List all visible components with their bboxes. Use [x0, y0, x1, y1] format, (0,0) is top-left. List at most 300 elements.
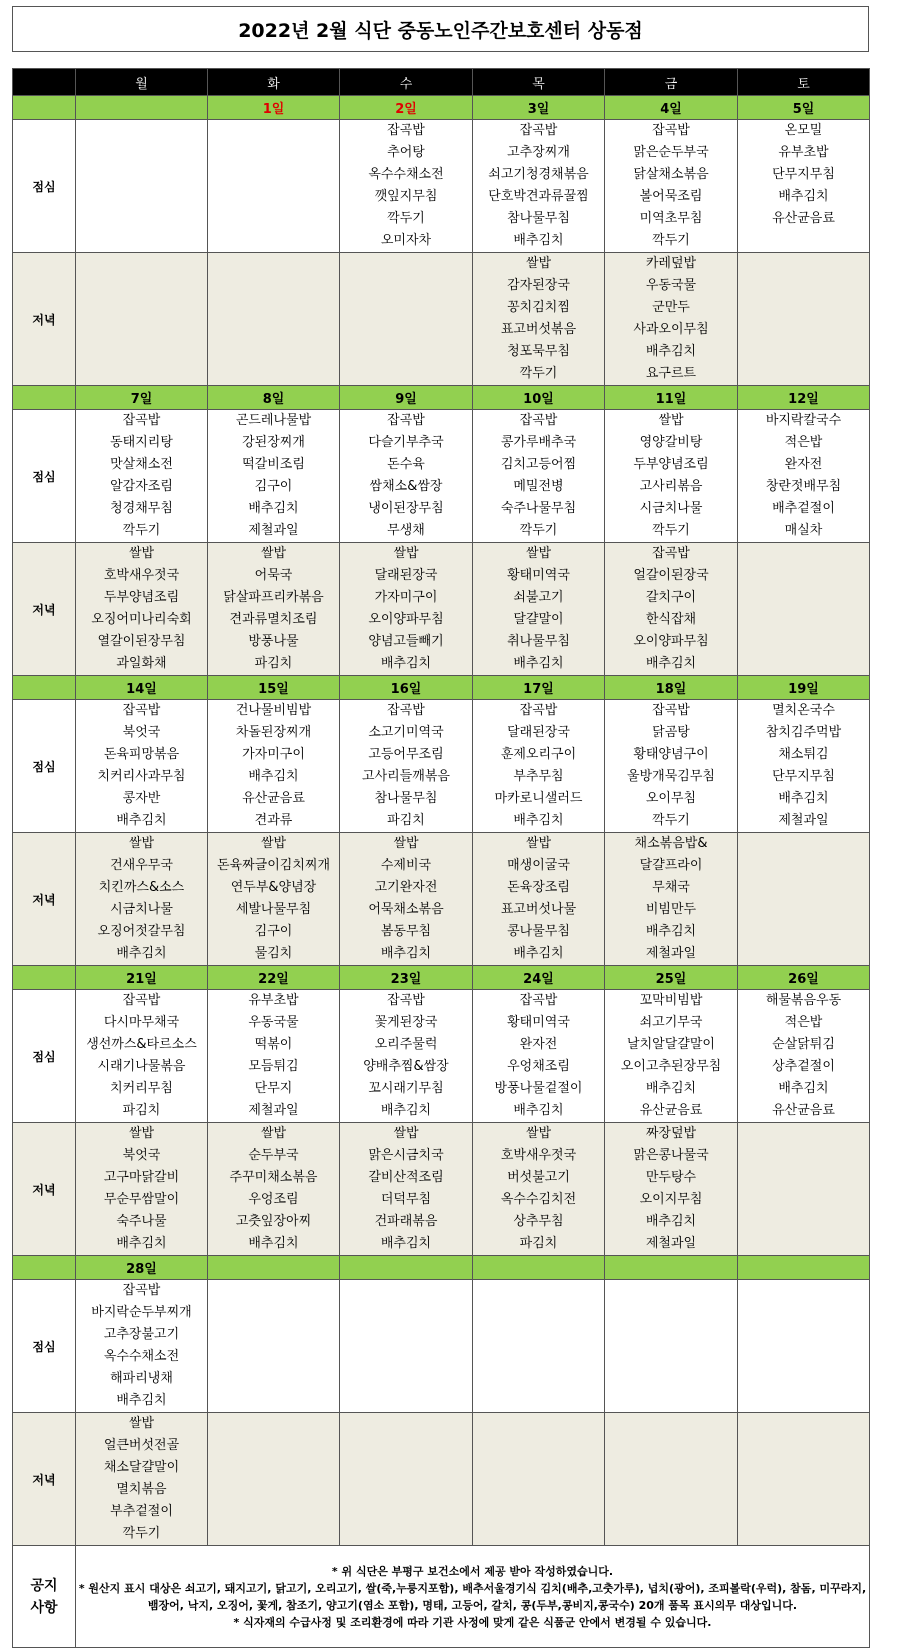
menu-item: 옥수수채소전 [368, 167, 444, 182]
dinner-menu-cell [605, 253, 738, 386]
menu-item: 오이고추된장무침 [620, 1059, 722, 1074]
dinner-menu-cell [340, 833, 473, 966]
menu-item: 추어탕 [387, 145, 425, 160]
date-cell: 5일 [738, 96, 870, 120]
menu-item: 깻잎지무침 [374, 189, 438, 204]
notice-row [13, 1546, 870, 1648]
weekday-header: 수 [340, 69, 473, 96]
date-row-corner [13, 676, 76, 700]
menu-item: 방풍나물겉절이 [494, 1081, 583, 1096]
menu-item: 황태미역국 [507, 568, 570, 583]
date-cell [473, 1256, 605, 1280]
menu-item: 적은밥 [784, 435, 823, 450]
notice-label-line2: 사항 [30, 1599, 58, 1616]
menu-item: 파김치 [387, 813, 425, 828]
menu-item: 배추김치 [116, 1236, 167, 1251]
menu-item: 짜장덮밥 [645, 1126, 697, 1141]
menu-item: 달래된장국 [374, 568, 438, 583]
menu-item: 북엇국 [122, 1148, 161, 1163]
menu-item: 쌀밥 [260, 1126, 287, 1141]
date-cell: 25일 [605, 966, 738, 990]
dinner-menu-cell [340, 543, 473, 676]
menu-item: 단무지무침 [772, 769, 835, 784]
menu-item: 미역초무침 [639, 211, 703, 226]
date-cell: 10일 [473, 386, 605, 410]
menu-item: 배추김치 [248, 501, 299, 516]
menu-item: 쌀밥 [393, 546, 419, 561]
date-cell [76, 96, 208, 120]
menu-item: 치커리무침 [110, 1081, 173, 1096]
menu-item: 쇠고기무국 [639, 1015, 703, 1030]
menu-item: 옥수수김치전 [500, 1192, 577, 1207]
date-cell: 23일 [340, 966, 473, 990]
lunch-menu-cell [473, 120, 605, 253]
lunch-menu-cell [340, 990, 473, 1123]
menu-item: 배추김치 [380, 946, 432, 961]
dinner-label: 저녁 [13, 253, 76, 386]
menu-item: 돈육장조림 [507, 880, 570, 895]
menu-item: 제철과일 [778, 813, 829, 828]
menu-item: 쌀밥 [128, 1126, 155, 1141]
menu-item: 어묵국 [254, 568, 293, 583]
menu-item: 파김치 [254, 656, 293, 671]
date-row-corner [13, 96, 76, 120]
menu-item: 고기완자전 [374, 880, 438, 895]
dinner-menu-cell [76, 253, 208, 386]
menu-item: 깍두기 [652, 523, 690, 538]
menu-item: 우엉채조림 [507, 1059, 570, 1074]
dinner-menu-cell [738, 1413, 870, 1546]
menu-item: 모듬튀김 [248, 1059, 299, 1074]
lunch-menu-cell [605, 990, 738, 1123]
weekday-header-row [13, 69, 870, 96]
menu-item: 배추김치 [116, 1393, 167, 1408]
menu-item: 견과류 [254, 813, 293, 828]
menu-item: 잡곡밥 [122, 1283, 161, 1298]
menu-item: 건파래볶음 [374, 1214, 438, 1229]
menu-item: 달걀프라이 [639, 858, 703, 873]
menu-item: 맛살채소전 [110, 457, 173, 472]
dinner-menu-cell [473, 1413, 605, 1546]
lunch-menu-cell [76, 990, 208, 1123]
lunch-menu-cell [473, 990, 605, 1123]
menu-item: 치킨까스&소스 [98, 880, 185, 895]
dinner-menu-cell [76, 1413, 208, 1546]
date-cell: 28일 [76, 1256, 208, 1280]
lunch-label: 점심 [13, 990, 76, 1123]
menu-item: 매생이굴국 [507, 858, 570, 873]
menu-item: 창란젓배무침 [765, 479, 842, 494]
menu-item: 배추겉절이 [772, 501, 835, 516]
menu-item: 쌀밥 [128, 1416, 155, 1431]
menu-item: 배추김치 [645, 344, 697, 359]
menu-item: 오미자차 [380, 233, 432, 248]
dinner-label: 저녁 [13, 833, 76, 966]
lunch-menu-cell [738, 120, 870, 253]
dinner-menu-cell [208, 833, 340, 966]
lunch-menu-cell [340, 1280, 473, 1413]
menu-item: 파김치 [122, 1103, 161, 1118]
dinner-menu-cell [208, 1413, 340, 1546]
dinner-row [13, 1413, 870, 1546]
date-cell: 11일 [605, 386, 738, 410]
menu-item: 배추김치 [645, 656, 697, 671]
menu-item: 차돌된장찌개 [235, 725, 312, 740]
lunch-menu-cell [208, 700, 340, 833]
menu-item: 닭살파프리카볶음 [223, 590, 324, 605]
date-row [13, 386, 870, 410]
lunch-row [13, 120, 870, 253]
menu-item: 카레덮밥 [645, 256, 697, 271]
menu-item: 채소달걀말이 [103, 1460, 180, 1475]
date-cell: 14일 [76, 676, 208, 700]
menu-item: 오징어젓갈무침 [97, 924, 186, 939]
notice-label-line1: 공지 [30, 1577, 58, 1594]
menu-item: 깍두기 [122, 1526, 161, 1541]
menu-item: 맑은시금치국 [368, 1148, 444, 1163]
dinner-menu-cell [738, 1123, 870, 1256]
date-cell: 7일 [76, 386, 208, 410]
menu-item: 버섯불고기 [507, 1170, 570, 1185]
menu-item: 잡곡밥 [519, 703, 558, 718]
notice-line: 뱀장어, 낙지, 오징어, 꽃게, 참조기, 양고기(염소 포함), 명태, 고등어, 갈치, 콩(두부,콩비지,콩국수) 20개 품목 표시의무 대상입니다. [147, 1598, 798, 1612]
menu-item: 사과오이무침 [633, 322, 709, 337]
menu-item: 상추무침 [513, 1214, 564, 1229]
menu-item: 배추김치 [116, 813, 167, 828]
date-cell [340, 1256, 473, 1280]
menu-item: 달래된장국 [507, 725, 570, 740]
menu-item: 날치알달걀말이 [627, 1037, 715, 1052]
menu-item: 제철과일 [645, 946, 697, 961]
dinner-row [13, 253, 870, 386]
menu-item: 울방개묵김무침 [627, 769, 715, 784]
date-row [13, 966, 870, 990]
menu-item: 완자전 [519, 1037, 558, 1052]
date-cell: 18일 [605, 676, 738, 700]
menu-item: 표고버섯볶음 [500, 322, 577, 337]
menu-item: 고춧잎장아찌 [235, 1214, 312, 1229]
lunch-menu-cell [208, 120, 340, 253]
menu-item: 상추겉절이 [772, 1059, 835, 1074]
menu-item: 메밀전병 [513, 479, 564, 494]
lunch-menu-cell [473, 1280, 605, 1413]
menu-item: 멸치온국수 [772, 703, 835, 718]
menu-item: 가자미구이 [242, 747, 305, 762]
menu-item: 멸치볶음 [116, 1482, 167, 1497]
menu-item: 배추김치 [116, 946, 167, 961]
lunch-menu-cell [76, 410, 208, 543]
menu-item: 김치고등어찜 [500, 457, 577, 472]
dinner-menu-cell [605, 543, 738, 676]
dinner-menu-cell [340, 253, 473, 386]
menu-item: 닭살채소볶음 [633, 167, 709, 182]
page-title: 2022년 2월 식단 중동노인주간보호센터 상동점 [12, 6, 869, 52]
dinner-menu-cell [473, 833, 605, 966]
menu-table [12, 68, 870, 1648]
menu-item: 곤드레나물밥 [235, 413, 312, 428]
menu-item: 두부양념조림 [633, 457, 709, 472]
menu-item: 숙주나물 [116, 1214, 167, 1229]
date-cell: 21일 [76, 966, 208, 990]
menu-item: 쇠고기청경채볶음 [488, 167, 589, 182]
menu-item: 배추김치 [513, 233, 564, 248]
lunch-menu-cell [208, 1280, 340, 1413]
menu-item: 한식잡채 [645, 612, 697, 627]
menu-body [13, 96, 870, 1546]
menu-item: 세발나물무침 [235, 902, 312, 917]
dinner-menu-cell [473, 543, 605, 676]
menu-item: 쌀밥 [393, 836, 419, 851]
menu-item: 배추김치 [645, 924, 697, 939]
lunch-label: 점심 [13, 410, 76, 543]
menu-item: 과일화채 [116, 656, 167, 671]
menu-item: 요구르트 [645, 366, 697, 381]
menu-item: 단무지무침 [772, 167, 835, 182]
menu-item: 돈수육 [387, 457, 425, 472]
menu-item: 오징어미나리숙회 [91, 612, 192, 627]
menu-item: 쌀밥 [525, 836, 552, 851]
date-cell: 19일 [738, 676, 870, 700]
menu-item: 유산균음료 [772, 1103, 835, 1118]
notice-line: * 위 식단은 부평구 보건소에서 제공 받아 작성하였습니다. [331, 1564, 614, 1578]
menu-item: 볼어묵조림 [639, 189, 703, 204]
menu-item: 가자미구이 [374, 590, 438, 605]
dinner-menu-cell [605, 1413, 738, 1546]
menu-item: 배추김치 [645, 1081, 697, 1096]
menu-item: 무순무쌈말이 [103, 1192, 180, 1207]
menu-item: 부추겉절이 [110, 1504, 173, 1519]
lunch-menu-cell [340, 700, 473, 833]
lunch-menu-cell [738, 990, 870, 1123]
menu-item: 배추김치 [513, 656, 564, 671]
menu-item: 꼬막비빔밥 [639, 993, 703, 1008]
menu-item: 배추김치 [778, 791, 829, 806]
lunch-menu-cell [208, 990, 340, 1123]
menu-item: 잡곡밥 [122, 993, 161, 1008]
notice-text [76, 1546, 870, 1648]
lunch-menu-cell [76, 700, 208, 833]
menu-item: 양념고들빼기 [368, 634, 444, 649]
menu-item: 양배추찜&쌈장 [363, 1059, 449, 1074]
dinner-menu-cell [208, 543, 340, 676]
date-row-corner [13, 386, 76, 410]
menu-item: 해파리냉채 [110, 1371, 173, 1386]
dinner-menu-cell [738, 253, 870, 386]
menu-item: 물김치 [254, 946, 293, 961]
date-cell: 12일 [738, 386, 870, 410]
menu-item: 쇠불고기 [513, 590, 564, 605]
date-row [13, 1256, 870, 1280]
menu-item: 꽃게된장국 [374, 1015, 438, 1030]
dinner-menu-cell [76, 1123, 208, 1256]
lunch-row [13, 410, 870, 543]
menu-item: 해물볶음우동 [765, 993, 842, 1008]
menu-item: 잡곡밥 [387, 413, 425, 428]
menu-item: 오이양파무침 [368, 612, 444, 627]
dinner-row [13, 1123, 870, 1256]
date-cell: 24일 [473, 966, 605, 990]
menu-item: 쌀밥 [128, 546, 155, 561]
date-cell: 9일 [340, 386, 473, 410]
date-row-corner [13, 966, 76, 990]
menu-item: 잡곡밥 [519, 123, 558, 138]
lunch-label: 점심 [13, 120, 76, 253]
menu-item: 쌀밥 [260, 836, 287, 851]
date-cell: 22일 [208, 966, 340, 990]
menu-item: 깍두기 [387, 211, 425, 226]
dinner-menu-cell [208, 1123, 340, 1256]
menu-item: 시금치나물 [110, 902, 173, 917]
menu-item: 깍두기 [519, 523, 558, 538]
menu-item: 두부양념조림 [103, 590, 180, 605]
menu-item: 배추김치 [778, 189, 829, 204]
dinner-menu-cell [738, 833, 870, 966]
weekday-header: 월 [76, 69, 208, 96]
date-cell [738, 1256, 870, 1280]
header-corner [13, 69, 76, 96]
menu-item: 제철과일 [248, 1103, 299, 1118]
date-row [13, 96, 870, 120]
menu-item: 맑은순두부국 [633, 145, 709, 160]
menu-item: 견과류멸치조림 [229, 612, 318, 627]
menu-item: 바지락칼국수 [765, 413, 842, 428]
menu-item: 갈비산적조림 [368, 1170, 444, 1185]
menu-item: 배추김치 [380, 656, 432, 671]
menu-item: 배추김치 [380, 1103, 432, 1118]
menu-item: 적은밥 [784, 1015, 823, 1030]
dinner-menu-cell [738, 543, 870, 676]
menu-item: 고추장불고기 [103, 1327, 180, 1342]
menu-item: 방풍나물 [248, 634, 299, 649]
menu-item: 떡볶이 [254, 1037, 293, 1052]
dinner-menu-cell [473, 1123, 605, 1256]
menu-item: 냉이된장무침 [368, 501, 444, 516]
menu-item: 얼갈이된장국 [633, 568, 709, 583]
menu-item: 주꾸미채소볶음 [229, 1170, 318, 1185]
date-cell: 2일 [340, 96, 473, 120]
menu-item: 깍두기 [519, 366, 558, 381]
menu-item: 잡곡밥 [652, 123, 690, 138]
menu-item: 다슬기부추국 [368, 435, 444, 450]
menu-item: 콩가루배추국 [500, 435, 577, 450]
menu-item: 김구이 [254, 924, 293, 939]
menu-item: 떡갈비조림 [242, 457, 305, 472]
date-cell: 17일 [473, 676, 605, 700]
menu-item: 황태미역국 [507, 1015, 570, 1030]
menu-item: 무생채 [387, 523, 425, 538]
menu-item: 유산균음료 [772, 211, 835, 226]
menu-item: 잡곡밥 [519, 993, 558, 1008]
menu-item: 감자된장국 [507, 278, 570, 293]
menu-item: 채소볶음밥& [634, 836, 708, 851]
menu-item: 쌀밥 [525, 256, 552, 271]
menu-item: 고추장찌개 [507, 145, 570, 160]
date-cell: 4일 [605, 96, 738, 120]
menu-item: 표고버섯나물 [500, 902, 577, 917]
menu-item: 달걀말이 [513, 612, 564, 627]
menu-item: 제철과일 [645, 1236, 697, 1251]
menu-item: 유산균음료 [242, 791, 305, 806]
lunch-menu-cell [473, 700, 605, 833]
menu-item: 잡곡밥 [387, 993, 425, 1008]
menu-item: 북엇국 [122, 725, 161, 740]
menu-item: 고사리들깨볶음 [362, 769, 450, 784]
menu-item: 우동국물 [645, 278, 697, 293]
menu-item: 건나물비빔밥 [235, 703, 312, 718]
dinner-menu-cell [340, 1123, 473, 1256]
menu-item: 꽁치김치찜 [507, 300, 570, 315]
menu-item: 다시마무채국 [103, 1015, 180, 1030]
date-cell: 15일 [208, 676, 340, 700]
menu-item: 제철과일 [248, 523, 299, 538]
menu-item: 배추김치 [513, 1103, 564, 1118]
menu-item: 채소튀김 [778, 747, 829, 762]
menu-item: 참나물무침 [374, 791, 438, 806]
menu-item: 배추김치 [248, 769, 299, 784]
menu-item: 우동국물 [248, 1015, 299, 1030]
dinner-label: 저녁 [13, 1413, 76, 1546]
weekday-header: 화 [208, 69, 340, 96]
menu-item: 청경채무침 [110, 501, 173, 516]
lunch-menu-cell [738, 700, 870, 833]
menu-item: 쌈채소&쌈장 [369, 479, 443, 494]
menu-item: 배추김치 [248, 1236, 299, 1251]
menu-item: 옥수수채소전 [103, 1349, 180, 1364]
menu-item: 유부초밥 [778, 145, 829, 160]
date-cell: 3일 [473, 96, 605, 120]
menu-item: 배추김치 [513, 946, 564, 961]
menu-item: 군만두 [652, 300, 690, 315]
menu-item: 잡곡밥 [122, 413, 161, 428]
menu-item: 돈육피망볶음 [103, 747, 180, 762]
menu-item: 봄동무침 [380, 924, 432, 939]
menu-item: 더덕무침 [380, 1192, 432, 1207]
date-cell: 26일 [738, 966, 870, 990]
menu-item: 생선까스&타르소스 [86, 1037, 197, 1052]
date-cell: 8일 [208, 386, 340, 410]
date-cell [605, 1256, 738, 1280]
menu-item: 닭곰탕 [652, 725, 690, 740]
menu-item: 맑은콩나물국 [633, 1148, 709, 1163]
date-row-corner [13, 1256, 76, 1280]
menu-item: 참나물무침 [507, 211, 570, 226]
date-cell [208, 1256, 340, 1280]
dinner-label: 저녁 [13, 543, 76, 676]
menu-item: 쌀밥 [525, 546, 552, 561]
dinner-menu-cell [76, 543, 208, 676]
menu-item: 훈제오리구이 [500, 747, 577, 762]
menu-item: 시금치나물 [639, 501, 703, 516]
lunch-row [13, 1280, 870, 1413]
lunch-menu-cell [605, 410, 738, 543]
menu-item: 호박새우젓국 [103, 568, 180, 583]
menu-item: 연두부&양념장 [230, 880, 317, 895]
lunch-menu-cell [738, 410, 870, 543]
menu-item: 취나물무침 [507, 634, 570, 649]
menu-item: 마카로니샐러드 [494, 791, 583, 806]
menu-item: 비빔만두 [645, 902, 697, 917]
weekday-header: 목 [473, 69, 605, 96]
menu-item: 바지락순두부찌개 [91, 1305, 192, 1320]
menu-item: 만두탕수 [645, 1170, 697, 1185]
menu-item: 건새우무국 [110, 858, 173, 873]
menu-item: 배추김치 [380, 1236, 432, 1251]
dinner-menu-cell [473, 253, 605, 386]
menu-item: 고등어무조림 [368, 747, 444, 762]
dinner-menu-cell [208, 253, 340, 386]
menu-item: 수제비국 [380, 858, 432, 873]
menu-item: 순살닭튀김 [772, 1037, 835, 1052]
